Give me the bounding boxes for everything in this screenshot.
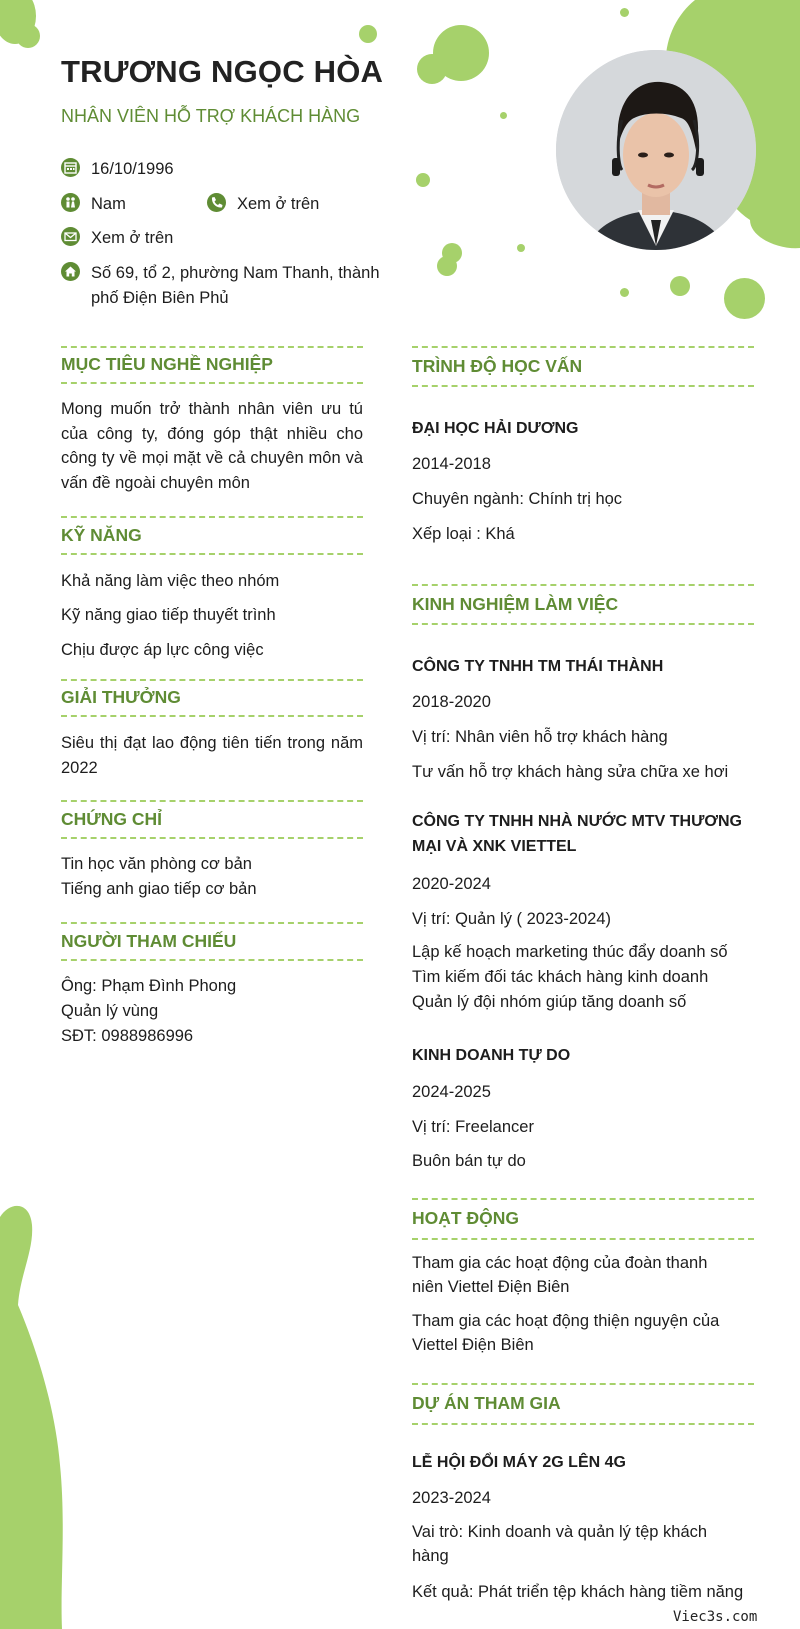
divider: [412, 385, 754, 387]
section-heading-activities: HOẠT ĐỘNG: [412, 1208, 519, 1228]
activity-item: niên Viettel Điện Biên: [412, 1278, 570, 1296]
skill-item: Chịu được áp lực công việc: [61, 641, 264, 659]
section-heading-experience: KINH NGHIỆM LÀM VIỆC: [412, 594, 619, 614]
divider: [412, 584, 754, 586]
divider: [412, 346, 754, 348]
section-heading-projects: DỰ ÁN THAM GIA: [412, 1393, 561, 1413]
job-desc: Buôn bán tự do: [412, 1152, 526, 1170]
job-years: 2020-2024: [412, 875, 491, 893]
section-heading-awards: GIẢI THƯỞNG: [61, 687, 181, 707]
address-line-2: phố Điện Biên Phủ: [91, 289, 229, 307]
divider: [61, 382, 363, 384]
section-heading-education: TRÌNH ĐỘ HỌC VẤN: [412, 356, 583, 376]
project-years: 2023-2024: [412, 1489, 491, 1507]
profile-photo: [556, 50, 756, 250]
decor-bottom-left-shape: [0, 1205, 70, 1629]
candidate-job-title: NHÂN VIÊN HỖ TRỢ KHÁCH HÀNG: [61, 106, 361, 126]
job-desc: Lập kế hoạch marketing thúc đẩy doanh số: [412, 943, 728, 961]
project-role: hàng: [412, 1547, 449, 1565]
reference-item: Quản lý vùng: [61, 1002, 159, 1020]
project-result: Kết quả: Phát triển tệp khách hàng tiềm năng: [412, 1583, 744, 1601]
divider: [412, 1423, 754, 1425]
job-desc: Tư vấn hỗ trợ khách hàng sửa chữa xe hơi: [412, 763, 729, 781]
phone-value: Xem ở trên: [237, 195, 320, 213]
certificate-item: Tin học văn phòng cơ bản: [61, 855, 252, 873]
job-desc: Tìm kiếm đối tác khách hàng kinh doanh: [412, 968, 709, 986]
phone-icon: [207, 193, 226, 212]
skill-item: Kỹ năng giao tiếp thuyết trình: [61, 606, 276, 624]
job-desc: Quản lý đội nhóm giúp tăng doanh số: [412, 993, 687, 1011]
divider: [61, 715, 363, 717]
divider: [61, 959, 363, 961]
objective-text: Mong muốn trở thành nhân viên ưu tú của công ty, đóng góp thật nhiều cho công ty về mọi mặt về cả chuyên môn và vấn đề ngoài chuyên môn: [61, 400, 363, 492]
job-position: Vị trí: Freelancer: [412, 1118, 534, 1136]
section-heading-certificates: CHỨNG CHỈ: [61, 809, 163, 829]
company-name: MẠI VÀ XNK VIETTEL: [412, 838, 577, 855]
education-grade: Xếp loại : Khá: [412, 525, 515, 543]
education-years: 2014-2018: [412, 455, 491, 473]
skill-item: Khả năng làm việc theo nhóm: [61, 572, 280, 590]
home-icon: [61, 262, 80, 281]
job-position: Vị trí: Nhân viên hỗ trợ khách hàng: [412, 728, 668, 746]
school-name: ĐẠI HỌC HẢI DƯƠNG: [412, 420, 579, 437]
certificate-item: Tiếng anh giao tiếp cơ bản: [61, 880, 257, 898]
divider: [61, 346, 363, 348]
divider: [412, 1383, 754, 1385]
divider: [412, 1198, 754, 1200]
job-years: 2018-2020: [412, 693, 491, 711]
divider: [412, 1238, 754, 1240]
divider: [61, 837, 363, 839]
activity-item: Tham gia các hoạt động thiện nguyện của: [412, 1312, 720, 1330]
divider: [61, 679, 363, 681]
divider: [61, 800, 363, 802]
watermark: Viec3s.com: [673, 1609, 758, 1625]
education-major: Chuyên ngành: Chính trị học: [412, 490, 623, 508]
section-heading-references: NGƯỜI THAM CHIẾU: [61, 931, 237, 951]
company-name: KINH DOANH TỰ DO: [412, 1047, 571, 1064]
birthday-value: 16/10/1996: [91, 160, 174, 178]
section-heading-skills: KỸ NĂNG: [61, 525, 142, 545]
section-heading-objective: MỤC TIÊU NGHỀ NGHIỆP: [61, 354, 273, 374]
job-years: 2024-2025: [412, 1083, 491, 1101]
reference-item: Ông: Phạm Đình Phong: [61, 977, 237, 995]
company-name: CÔNG TY TNHH NHÀ NƯỚC MTV THƯƠNG: [412, 813, 742, 830]
address-line-1: Số 69, tổ 2, phường Nam Thanh, thành: [91, 264, 380, 282]
candidate-name: TRƯƠNG NGỌC HÒA: [61, 54, 384, 89]
reference-item: SĐT: 0988986996: [61, 1027, 194, 1045]
envelope-icon: [61, 227, 80, 246]
divider: [61, 553, 363, 555]
activity-item: Tham gia các hoạt động của đoàn thanh: [412, 1254, 708, 1272]
divider: [61, 516, 363, 518]
calendar-icon: [61, 158, 80, 177]
award-text: Siêu thị đạt lao động tiên tiến trong năm 2022: [61, 734, 363, 777]
gender-icon: [61, 193, 80, 212]
email-value: Xem ở trên: [91, 229, 174, 247]
gender-value: Nam: [91, 195, 126, 213]
project-name: LỄ HỘI ĐỔI MÁY 2G LÊN 4G: [412, 1454, 626, 1471]
divider: [61, 922, 363, 924]
project-role: Vai trò: Kinh doanh và quản lý tệp khách: [412, 1523, 708, 1541]
company-name: CÔNG TY TNHH TM THÁI THÀNH: [412, 658, 664, 675]
job-position: Vị trí: Quản lý ( 2023-2024): [412, 910, 612, 928]
divider: [412, 623, 754, 625]
activity-item: Viettel Điện Biên: [412, 1336, 534, 1354]
